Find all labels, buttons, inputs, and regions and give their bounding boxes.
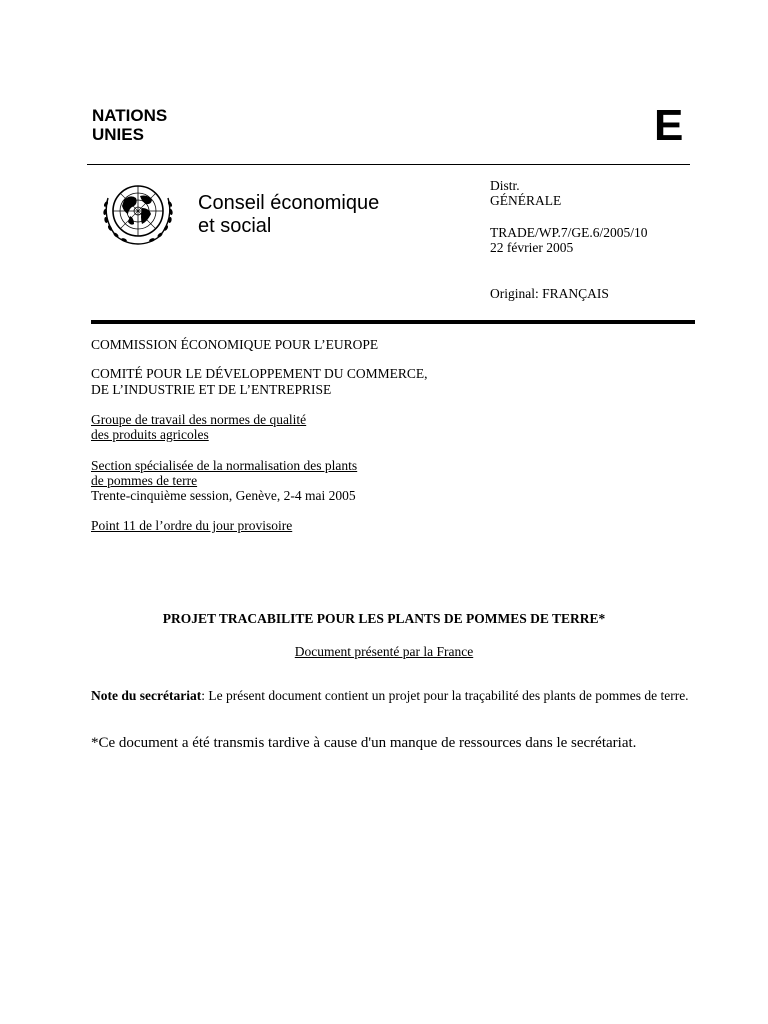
- language-letter: E: [654, 101, 684, 150]
- document-symbol: TRADE/WP.7/GE.6/2005/10: [490, 225, 648, 240]
- footnote: *Ce document a été transmis tardive à cause d'un manque de ressources dans le secrétariat.: [91, 735, 637, 751]
- org-line-1: NATIONS: [92, 106, 168, 125]
- distribution-label: Distr.: [490, 178, 520, 193]
- heading-thick-divider: [91, 320, 695, 324]
- organization-name: [92, 106, 167, 144]
- document-title: PROJET TRACABILITE POUR LES PLANTS DE POMMES DE TERRE*: [162, 611, 606, 626]
- note-text: : Le présent document contient un projet pour la traçabilité des plants de pommes de terre.: [201, 688, 689, 703]
- committee-line-2: DE L’INDUSTRIE ET DE L’ENTREPRISE: [91, 382, 332, 397]
- document-subtitle-wrap: [0, 644, 768, 660]
- document-date: 22 février 2005: [490, 240, 574, 255]
- secretariat-note: [91, 688, 691, 703]
- un-emblem-icon: [94, 178, 182, 250]
- note-label: Note du secrétariat: [91, 688, 202, 703]
- session-info: Trente-cinquième session, Genève, 2-4 mai 2005: [91, 488, 356, 503]
- distribution-category: GÉNÉRALE: [490, 193, 562, 208]
- council-line-2: et social: [198, 215, 272, 237]
- commission-name: COMMISSION ÉCONOMIQUE POUR L’EUROPE: [91, 337, 379, 352]
- council-name: [198, 192, 379, 238]
- org-line-2: UNIES: [92, 125, 144, 144]
- original-language: Original: FRANÇAIS: [490, 286, 609, 301]
- working-party-line-1: Groupe de travail des normes de qualité: [91, 412, 307, 427]
- council-line-1: Conseil économique: [198, 192, 380, 214]
- agenda-item: Point 11 de l’ordre du jour provisoire: [91, 518, 293, 533]
- document-subtitle: Document présenté par la France: [294, 644, 474, 659]
- section-line-2: de pommes de terre: [91, 473, 198, 488]
- section-line-1: Section spécialisée de la normalisation des plants: [91, 458, 358, 473]
- committee-line-1: COMITÉ POUR LE DÉVELOPPEMENT DU COMMERCE,: [91, 366, 428, 381]
- header-divider: [87, 164, 690, 165]
- working-party-line-2: des produits agricoles: [91, 427, 209, 442]
